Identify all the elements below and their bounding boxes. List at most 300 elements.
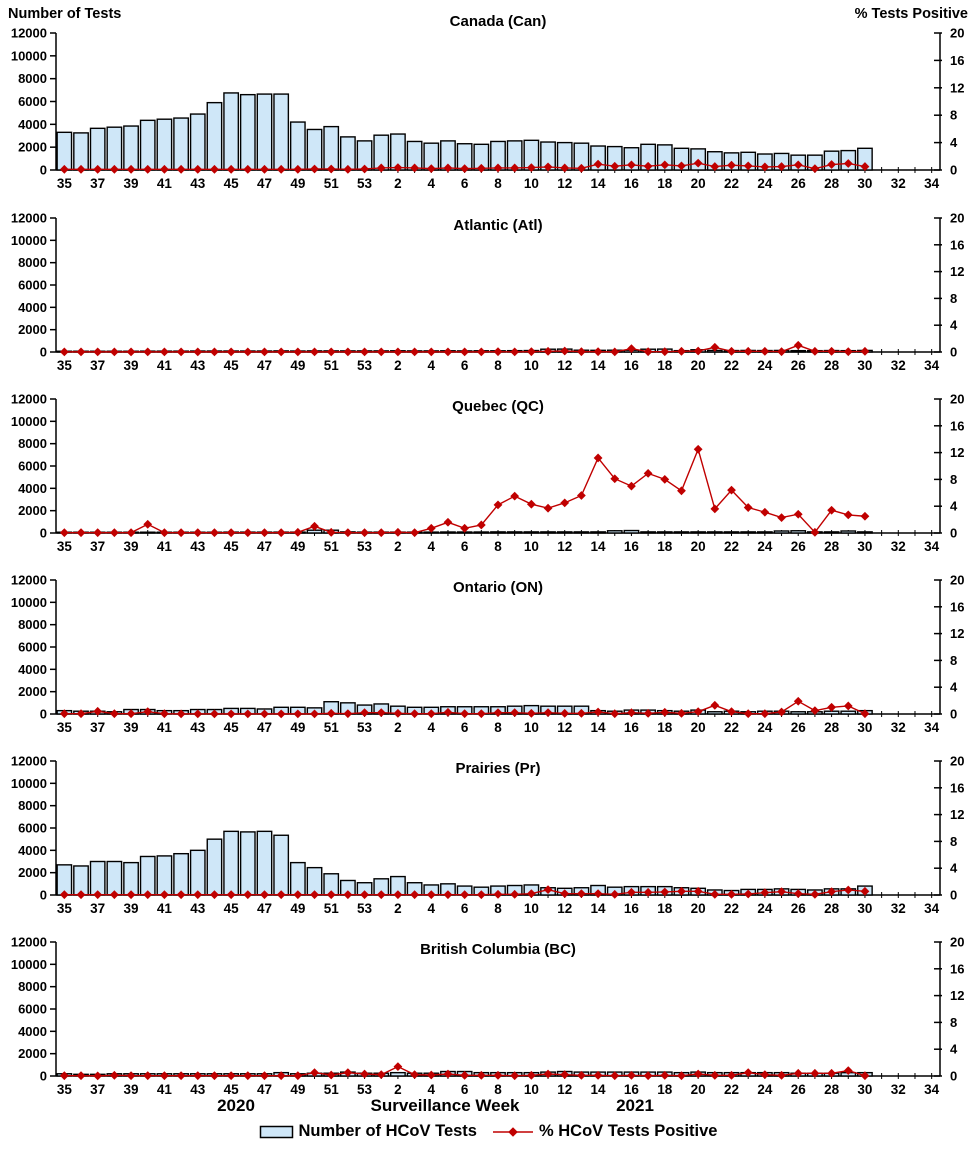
week-label: 45 [223, 1082, 239, 1097]
week-label: 24 [757, 539, 773, 554]
left-tick-label: 4000 [18, 661, 47, 677]
week-label: 37 [90, 358, 106, 373]
week-label: 30 [857, 1082, 873, 1097]
bar-week [841, 711, 855, 714]
week-label: 20 [690, 720, 706, 735]
right-tick-label: 16 [950, 599, 965, 615]
right-tick-label: 4 [950, 498, 958, 514]
week-label: 22 [723, 358, 740, 373]
bars-prairies [57, 831, 872, 895]
week-label: 28 [824, 358, 840, 373]
week-label: 12 [557, 176, 573, 191]
bar-week [591, 532, 605, 533]
diamond-marker [510, 347, 519, 356]
x-axis-caption-row [0, 1096, 976, 1118]
positivity-line-atlantic [60, 341, 869, 356]
diamond-marker [360, 528, 369, 537]
bar-week [291, 122, 305, 170]
bar-week [791, 531, 805, 533]
right-tick-label: 8 [950, 107, 958, 123]
diamond-marker [577, 347, 586, 356]
bar-week [224, 831, 238, 895]
week-label: 45 [223, 358, 239, 373]
left-tick-label: 8000 [18, 436, 47, 452]
diamond-marker [677, 347, 686, 356]
bar-week [708, 712, 722, 714]
diamond-marker [727, 347, 736, 356]
week-label: 45 [223, 539, 239, 554]
week-label: 18 [657, 539, 673, 554]
week-label: 6 [460, 901, 469, 916]
week-label: 18 [657, 1082, 673, 1097]
right-tick-label: 16 [950, 52, 965, 68]
bar-week [791, 351, 805, 352]
diamond-marker [527, 500, 536, 509]
diamond-marker [193, 1071, 202, 1080]
right-tick-label: 12 [950, 807, 965, 823]
week-label: 20 [690, 901, 706, 916]
week-label: 47 [256, 901, 273, 916]
left-tick-label: 0 [39, 706, 47, 722]
week-label: 30 [857, 358, 873, 373]
left-tick-label: 6000 [18, 94, 47, 109]
week-label: 41 [156, 1082, 172, 1097]
diamond-marker [343, 528, 352, 537]
diamond-marker [427, 524, 436, 533]
bar-week [574, 532, 588, 533]
left-tick-label: 0 [39, 162, 47, 178]
week-label: 14 [590, 539, 606, 554]
diamond-marker [777, 513, 786, 522]
week-label: 37 [90, 901, 106, 916]
right-tick-label: 0 [950, 162, 958, 178]
week-label: 28 [824, 176, 840, 191]
diamond-marker [127, 528, 136, 537]
diamond-marker [544, 347, 553, 356]
diamond-marker [243, 528, 252, 537]
week-label: 10 [523, 901, 539, 916]
bar-week [124, 126, 138, 170]
diamond-marker [794, 341, 803, 350]
week-label: 16 [623, 1082, 639, 1097]
diamond-marker [694, 347, 703, 356]
bar-week [741, 532, 755, 533]
right-tick-label: 16 [950, 961, 965, 977]
diamond-marker [560, 498, 569, 507]
week-label: 24 [757, 358, 773, 373]
left-tick-label: 2000 [18, 503, 47, 519]
diamond-marker [777, 347, 786, 356]
bar-week [291, 863, 305, 895]
diamond-marker [427, 347, 436, 356]
diamond-marker [660, 708, 669, 717]
week-label: 37 [90, 176, 106, 191]
right-tick-label: 20 [950, 753, 965, 769]
legend-bar-swatch-icon [259, 1124, 295, 1140]
panel-quebec [0, 377, 976, 558]
bar-week [90, 862, 104, 896]
week-label: 18 [657, 720, 673, 735]
diamond-marker [510, 492, 519, 501]
left-tick-label: 8000 [18, 798, 47, 814]
diamond-marker [377, 528, 386, 537]
diamond-marker [594, 708, 603, 717]
year-label-2021: 2021 [616, 1096, 654, 1115]
week-label: 34 [924, 539, 940, 554]
week-label: 32 [890, 901, 906, 916]
week-label: 26 [790, 358, 806, 373]
week-label: 12 [557, 1082, 573, 1097]
left-tick-label: 10000 [10, 413, 47, 429]
diamond-marker [243, 347, 252, 356]
diamond-marker [744, 347, 753, 356]
left-tick-label: 4000 [18, 480, 47, 496]
week-label: 34 [924, 1082, 940, 1097]
week-label: 32 [890, 1082, 906, 1097]
left-tick-label: 12000 [10, 391, 47, 407]
week-label: 20 [690, 1082, 706, 1097]
diamond-marker [760, 347, 769, 356]
diamond-marker [444, 518, 453, 527]
diamond-marker [110, 709, 119, 718]
bar-week [107, 862, 121, 896]
bar-week [191, 114, 205, 170]
year-label-2020: 2020 [217, 1096, 255, 1115]
diamond-marker [710, 701, 719, 710]
bar-week [841, 531, 855, 533]
panel-title-ontario: Ontario (ON) [453, 579, 543, 596]
panel-title-bc: British Columbia (BC) [420, 941, 576, 958]
panel-ontario [0, 558, 976, 739]
week-label: 51 [323, 1082, 339, 1097]
right-tick-label: 4 [950, 135, 958, 151]
week-label: 47 [256, 720, 273, 735]
left-tick-label: 4000 [18, 842, 47, 858]
week-label: 41 [156, 901, 172, 916]
right-tick-label: 4 [950, 860, 958, 876]
diamond-marker [193, 347, 202, 356]
week-label: 8 [494, 720, 502, 735]
week-label: 12 [557, 358, 573, 373]
week-label: 47 [256, 1082, 273, 1097]
diamond-marker [110, 1071, 119, 1080]
week-label: 41 [156, 176, 172, 191]
week-label: 26 [790, 539, 806, 554]
diamond-marker [844, 511, 853, 520]
bar-week [74, 133, 88, 170]
legend-bar-label: Number of HCoV Tests [298, 1122, 477, 1140]
bar-week [141, 120, 155, 170]
bar-week [57, 132, 71, 170]
diamond-marker [343, 347, 352, 356]
week-label: 30 [857, 176, 873, 191]
right-tick-label: 16 [950, 237, 965, 253]
right-tick-label: 4 [950, 679, 958, 695]
week-label: 10 [523, 720, 539, 735]
diamond-marker [394, 1062, 403, 1071]
week-label: 35 [56, 358, 72, 373]
bar-week [307, 129, 321, 170]
week-label: 51 [323, 176, 339, 191]
axes-atlantic [50, 218, 942, 352]
panel-atlantic [0, 196, 976, 377]
diamond-marker [444, 347, 453, 356]
right-tick-label: 12 [950, 264, 965, 280]
week-label: 6 [460, 358, 469, 373]
week-label: 8 [494, 176, 502, 191]
week-label: 8 [494, 901, 502, 916]
week-label: 41 [156, 539, 172, 554]
diamond-marker [410, 347, 419, 356]
diamond-marker [60, 528, 69, 537]
right-tick-label: 16 [950, 418, 965, 434]
diamond-marker [93, 528, 102, 537]
week-label: 2 [394, 176, 402, 191]
diamond-marker [210, 528, 219, 537]
week-label: 16 [623, 176, 639, 191]
bar-week [674, 532, 688, 533]
week-label: 26 [790, 901, 806, 916]
week-label: 35 [56, 901, 72, 916]
bar-week [90, 128, 104, 170]
week-label: 16 [623, 358, 639, 373]
diamond-marker [293, 1071, 302, 1080]
week-label: 14 [590, 1082, 606, 1097]
diamond-marker [394, 528, 403, 537]
diamond-marker [827, 703, 836, 712]
week-label: 39 [123, 720, 139, 735]
diamond-marker [293, 347, 302, 356]
bar-week [608, 531, 622, 533]
diamond-marker [260, 347, 269, 356]
week-label: 34 [924, 358, 940, 373]
week-label: 22 [723, 720, 740, 735]
bar-week [858, 532, 872, 533]
week-label: 41 [156, 720, 172, 735]
diamond-marker [394, 347, 403, 356]
week-label: 2 [394, 539, 402, 554]
week-label: 49 [290, 539, 306, 554]
week-label: 4 [427, 1082, 436, 1097]
right-tick-label: 0 [950, 706, 958, 722]
diamond-marker [677, 486, 686, 495]
diamond-marker [794, 697, 803, 706]
bar-week [241, 95, 255, 170]
week-label: 37 [90, 539, 106, 554]
bar-week [241, 832, 255, 895]
diamond-marker [127, 1071, 136, 1080]
diamond-marker [277, 528, 286, 537]
panel-title-canada: Canada (Can) [449, 13, 547, 30]
diamond-marker [360, 1070, 369, 1079]
left-tick-label: 2000 [18, 684, 47, 700]
bar-week [324, 127, 338, 170]
left-tick-label: 2000 [18, 1046, 47, 1062]
week-label: 16 [623, 901, 639, 916]
bar-week [491, 532, 505, 533]
diamond-marker [160, 528, 169, 537]
week-label: 24 [757, 1082, 773, 1097]
week-label: 49 [290, 901, 306, 916]
right-tick-label: 8 [950, 652, 958, 668]
diamond-marker [410, 1070, 419, 1079]
diamond-marker [610, 347, 619, 356]
week-label: 35 [56, 720, 72, 735]
week-label: 10 [523, 358, 539, 373]
diamond-marker [410, 528, 419, 537]
left-tick-label: 10000 [10, 232, 47, 248]
week-label: 10 [523, 176, 539, 191]
diamond-marker [143, 347, 152, 356]
week-label: 43 [190, 358, 206, 373]
week-label: 20 [690, 358, 706, 373]
diamond-marker [193, 528, 202, 537]
left-tick-label: 10000 [10, 48, 47, 64]
week-label: 39 [123, 1082, 139, 1097]
week-label: 6 [460, 539, 469, 554]
bar-week [141, 856, 155, 895]
bar-week [507, 532, 521, 533]
bar-week [691, 532, 705, 533]
week-label: 18 [657, 358, 673, 373]
legend-item-positivity [491, 1122, 718, 1141]
week-label: 4 [427, 539, 436, 554]
diamond-marker [844, 347, 853, 356]
week-label: 14 [590, 720, 606, 735]
week-label: 32 [890, 358, 906, 373]
week-label: 35 [56, 176, 72, 191]
left-tick-label: 6000 [18, 1001, 47, 1017]
week-label: 51 [323, 720, 339, 735]
week-label: 37 [90, 720, 106, 735]
bar-week [541, 532, 555, 533]
diamond-marker [760, 508, 769, 517]
week-label: 53 [357, 358, 373, 373]
right-tick-label: 20 [950, 25, 965, 41]
week-label: 24 [757, 901, 773, 916]
week-label: 34 [924, 901, 940, 916]
week-label: 6 [460, 176, 469, 191]
week-label: 20 [690, 176, 706, 191]
week-label: 49 [290, 176, 306, 191]
week-label: 10 [523, 1082, 539, 1097]
week-label: 22 [723, 901, 740, 916]
diamond-marker [861, 347, 870, 356]
week-label: 6 [460, 1082, 469, 1097]
week-label: 47 [256, 176, 273, 191]
week-label: 16 [623, 720, 639, 735]
left-tick-label: 10000 [10, 594, 47, 610]
diamond-marker [477, 347, 486, 356]
diamond-marker [327, 1071, 336, 1080]
week-label: 26 [790, 1082, 806, 1097]
legend-line-marker-icon [491, 1124, 535, 1140]
right-tick-label: 8 [950, 833, 958, 849]
week-label: 47 [256, 358, 273, 373]
diamond-marker [460, 347, 469, 356]
panel-title-prairies: Prairies (Pr) [455, 760, 541, 777]
left-tick-label: 8000 [18, 71, 47, 87]
panel-canada [0, 0, 976, 196]
left-tick-label: 12000 [10, 934, 47, 950]
week-label: 8 [494, 1082, 502, 1097]
diamond-marker [327, 528, 336, 537]
bar-week [758, 532, 772, 533]
right-tick-label: 4 [950, 1041, 958, 1057]
week-label: 14 [590, 901, 606, 916]
diamond-marker [861, 512, 870, 521]
bar-week [824, 532, 838, 533]
right-tick-label: 12 [950, 80, 965, 96]
diamond-marker [60, 1071, 69, 1080]
week-label: 51 [323, 358, 339, 373]
week-label: 43 [190, 720, 206, 735]
diamond-marker [577, 491, 586, 500]
left-tick-label: 6000 [18, 820, 47, 836]
right-tick-label: 8 [950, 290, 958, 306]
diamond-marker [110, 528, 119, 537]
diamond-marker [494, 347, 503, 356]
week-label: 14 [590, 358, 606, 373]
week-label: 4 [427, 720, 436, 735]
week-label: 2 [394, 901, 402, 916]
right-tick-label: 20 [950, 210, 965, 226]
bar-week [257, 831, 271, 895]
diamond-marker [260, 528, 269, 537]
week-label: 39 [123, 176, 139, 191]
left-tick-label: 8000 [18, 255, 47, 271]
left-tick-label: 6000 [18, 639, 47, 655]
week-label: 53 [357, 1082, 373, 1097]
week-label: 34 [924, 176, 940, 191]
bar-week [224, 93, 238, 170]
left-tick-label: 0 [39, 1068, 47, 1084]
left-tick-label: 12000 [10, 25, 47, 41]
diamond-marker [544, 1070, 553, 1079]
diamond-marker [227, 528, 236, 537]
diamond-marker [77, 347, 86, 356]
week-label: 28 [824, 720, 840, 735]
bar-week [207, 839, 221, 895]
right-tick-label: 4 [950, 317, 958, 333]
diamond-marker [77, 1071, 86, 1080]
week-label: 34 [924, 720, 940, 735]
legend-line-label: % HCoV Tests Positive [538, 1122, 718, 1140]
week-label: 22 [723, 539, 740, 554]
diamond-marker [177, 1071, 186, 1080]
diamond-marker [127, 347, 136, 356]
left-tick-label: 0 [39, 887, 47, 903]
diamond-marker [310, 522, 319, 531]
bar-week [558, 532, 572, 533]
diamond-marker [210, 1071, 219, 1080]
week-label: 4 [427, 176, 436, 191]
week-label: 18 [657, 901, 673, 916]
right-tick-label: 20 [950, 391, 965, 407]
left-tick-label: 12000 [10, 753, 47, 769]
right-tick-label: 12 [950, 988, 965, 1004]
axes-ontario [50, 580, 942, 714]
week-label: 2 [394, 1082, 402, 1097]
legend-item-tests [259, 1122, 477, 1141]
left-tick-label: 12000 [10, 572, 47, 588]
bar-week [157, 119, 171, 170]
right-tick-label: 20 [950, 572, 965, 588]
diamond-marker [677, 709, 686, 718]
bar-week [724, 532, 738, 533]
week-label: 39 [123, 539, 139, 554]
panel-title-atlantic: Atlantic (Atl) [453, 217, 543, 234]
